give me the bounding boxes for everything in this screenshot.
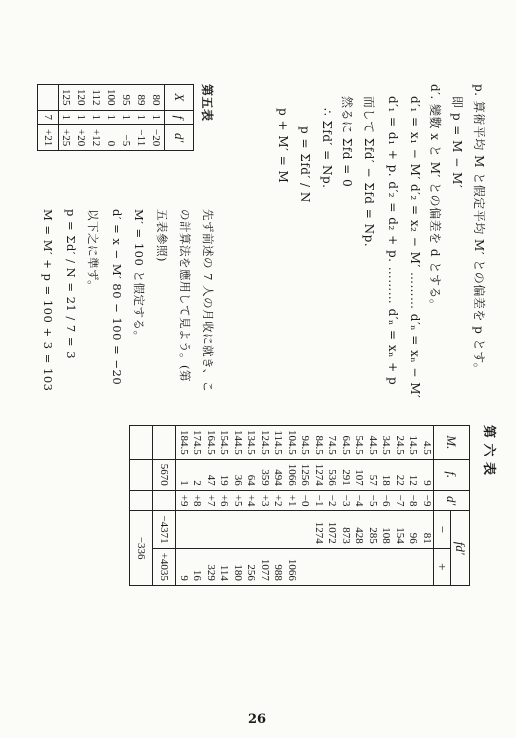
text-line: の計算法を應用して見よう。(第 (178, 209, 192, 382)
table-row (325, 426, 339, 586)
table-row (104, 85, 119, 151)
table-cell: 1 (134, 110, 149, 125)
table-row (285, 426, 299, 586)
table6-net-row (130, 426, 153, 586)
table-cell: 285 (366, 511, 380, 548)
text-line: M′ = 100 と假定する。 (132, 209, 146, 343)
table-cell: 1 (149, 110, 165, 125)
table-cell (393, 548, 407, 585)
table5-title: 第五表 (200, 84, 214, 122)
table-cell (325, 548, 339, 585)
blank-cell (153, 490, 176, 511)
table-row (312, 426, 326, 586)
table6-title: 第 六 表 (481, 425, 496, 476)
table-6 (130, 425, 471, 586)
table-cell: +12 (90, 129, 103, 147)
table-cell: 428 (352, 511, 366, 548)
table-cell: 1066 (285, 459, 299, 490)
sum-positive-cell: +4035 (153, 548, 176, 585)
table-cell: 4.5 (420, 426, 434, 460)
t5-header: f (165, 110, 194, 125)
table-cell: 100 (104, 85, 119, 111)
table-row (406, 426, 420, 586)
table-cell: −11 (135, 129, 148, 147)
table-cell: 89 (134, 85, 149, 111)
table-cell (285, 511, 299, 548)
table-cell: 873 (339, 511, 353, 548)
table-row (119, 85, 134, 151)
table-cell: 988 (271, 548, 285, 585)
table-cell (271, 511, 285, 548)
table-cell: 95 (119, 85, 134, 111)
table-cell: 9 (176, 548, 190, 585)
table-row (339, 426, 353, 586)
table-cell: 0 (105, 140, 118, 147)
table-cell: 18 (379, 459, 393, 490)
table-row (366, 426, 380, 586)
table-cell: 44.5 (366, 426, 380, 460)
table-cell: 154.5 (217, 426, 231, 460)
table-cell: 112 (89, 85, 104, 111)
blank-cell (130, 459, 153, 490)
table-row (244, 426, 258, 586)
table-cell: 19 (217, 459, 231, 490)
table5-header-row (165, 85, 194, 151)
text-line: p = Σd′ / N = 21 / 7 = 3 (64, 209, 78, 360)
table-row (379, 426, 393, 586)
table-cell: 84.5 (312, 426, 326, 460)
table-row (176, 426, 190, 586)
table-row (204, 426, 218, 586)
table-cell: 54.5 (352, 426, 366, 460)
table-cell (258, 511, 272, 548)
text-line: ∴ Σfd′ = Np. (320, 108, 334, 189)
text-line: d′₁ = x₁ − M′ d′₂ = x₂ − M′ ……… d′ₙ = xₙ − M′ (408, 96, 422, 399)
table-row (258, 426, 272, 586)
table-cell: 74.5 (325, 426, 339, 460)
table-cell: 96 (406, 511, 420, 548)
table-cell: 47 (204, 459, 218, 490)
table-cell: 1 (104, 110, 119, 125)
text-line: d′₁ = d₁ + p. d′₂ = d₂ + p. ……… d′ₙ = xₙ + p (386, 96, 400, 386)
table-cell (379, 548, 393, 585)
table-cell: 9 (420, 459, 434, 490)
table-cell: 494 (271, 459, 285, 490)
text-line: p + M′ = M (276, 108, 290, 184)
sum-negative-cell: −4371 (153, 511, 176, 548)
net-sum-cell: −336 (130, 511, 153, 585)
table-cell: 164.5 (204, 426, 218, 460)
table-cell: 1274 (312, 511, 326, 548)
table-cell: 114 (217, 548, 231, 585)
table-cell: +4 (244, 490, 258, 511)
table-cell: 1066 (285, 548, 299, 585)
table-cell: 64.5 (339, 426, 353, 460)
total-cell: +21 (38, 125, 59, 151)
table-cell: 34.5 (379, 426, 393, 460)
blank-cell (130, 490, 153, 511)
text-line: M = M′ + p = 100 + 3 = 103 (41, 209, 55, 392)
table-cell: 120 (74, 85, 89, 111)
table-cell: −8 (406, 490, 420, 511)
table-cell: 80 (149, 85, 165, 111)
table-cell: 536 (325, 459, 339, 490)
page-number: 26 (248, 712, 267, 727)
table-cell: −4 (352, 490, 366, 511)
table-cell: 1 (119, 110, 134, 125)
table-cell: 125 (59, 85, 75, 111)
table-cell (176, 511, 190, 548)
text-line: 而して Σfd′ − Σfd = Np. (362, 96, 376, 248)
lower-section (30, 425, 496, 685)
table-cell: +6 (217, 490, 231, 511)
table-cell (339, 548, 353, 585)
table-cell: 256 (244, 548, 258, 585)
table-row (59, 85, 75, 151)
table-cell: −9 (420, 490, 434, 511)
table-cell: 154 (393, 511, 407, 548)
table-cell: −6 (379, 490, 393, 511)
text-line: 五表參照) (155, 209, 169, 262)
table-cell: 1 (59, 110, 75, 125)
total-f-cell: 5670 (153, 459, 176, 490)
table-cell: 134.5 (244, 426, 258, 460)
text-line: 然るに Σfd = 0 (340, 96, 354, 188)
table-cell: −1 (312, 490, 326, 511)
table-cell: 24.5 (393, 426, 407, 460)
text-line: 先ず前述の 7 人の月收に就き、こ (201, 209, 215, 393)
table-cell: 174.5 (190, 426, 204, 460)
table-cell: 114.5 (271, 426, 285, 460)
table-cell (298, 511, 312, 548)
table-cell: 1274 (312, 459, 326, 490)
table-cell: 104.5 (285, 426, 299, 460)
table-cell: 1077 (258, 548, 272, 585)
table-row (217, 426, 231, 586)
table-cell: 2 (190, 459, 204, 490)
table-cell: +3 (258, 490, 272, 511)
table-cell: +7 (204, 490, 218, 511)
table-cell: −0 (298, 490, 312, 511)
table-cell: +25 (60, 129, 73, 147)
table-row (352, 426, 366, 586)
t6-header-f: f. (434, 459, 470, 490)
table-row (74, 85, 89, 151)
table-row (298, 426, 312, 586)
table-cell: 124.5 (258, 426, 272, 460)
table-row (134, 85, 149, 151)
table-cell: +1 (285, 490, 299, 511)
table-cell: +5 (231, 490, 245, 511)
table-cell: −5 (366, 490, 380, 511)
upper-section (18, 84, 488, 429)
table-row (393, 426, 407, 586)
total-cell (38, 85, 59, 111)
table-cell: 144.5 (231, 426, 245, 460)
text-line: 以下之に準ず。 (86, 209, 100, 293)
table-row (149, 85, 165, 151)
table-cell: 108 (379, 511, 393, 548)
table-cell (406, 548, 420, 585)
table-cell: 14.5 (406, 426, 420, 460)
table-cell (190, 511, 204, 548)
t5-header: X (165, 85, 194, 111)
table-cell: 1 (176, 459, 190, 490)
table-cell: 1 (74, 110, 89, 125)
table-cell: 1256 (298, 459, 312, 490)
table-cell: −5 (120, 134, 133, 147)
table-cell: +20 (75, 129, 88, 147)
table-cell: 64 (244, 459, 258, 490)
t5-header: d′ (165, 125, 194, 151)
table-cell: 22 (393, 459, 407, 490)
table-row (420, 426, 434, 586)
blank-cell (130, 426, 153, 460)
table-cell: 184.5 (176, 426, 190, 460)
table-cell: 1 (89, 110, 104, 125)
table-cell: 1072 (325, 511, 339, 548)
text-line: p. 算術平均 M と假定平均 M′ との偏差を p とす。 (472, 84, 486, 376)
table-cell (312, 548, 326, 585)
table-5 (37, 84, 194, 151)
t6-header-m: M. (434, 426, 470, 460)
table-cell: 16 (190, 548, 204, 585)
t6-header-fd: fd′ (451, 511, 470, 585)
t6-sub-neg: − (434, 511, 451, 548)
table-cell (217, 511, 231, 548)
table-cell: +2 (271, 490, 285, 511)
table-cell (352, 548, 366, 585)
text-line: d′. 變數 x と M′ との偏差を d とする。 (428, 84, 442, 312)
table-cell: 359 (258, 459, 272, 490)
table-row (190, 426, 204, 586)
text-line: 即 p = M − M′ (450, 96, 464, 189)
table-cell: −20 (150, 129, 163, 147)
table-cell (298, 548, 312, 585)
table-cell: 329 (204, 548, 218, 585)
table-cell (366, 548, 380, 585)
table-cell: −3 (339, 490, 353, 511)
table-cell: +9 (176, 490, 190, 511)
table-row (271, 426, 285, 586)
text-line: p = Σfd′ / N (298, 126, 312, 203)
table-row (231, 426, 245, 586)
table5-total-row (38, 85, 59, 151)
table-row (89, 85, 104, 151)
table-cell: 94.5 (298, 426, 312, 460)
table6-total-row (153, 426, 176, 586)
table-cell (244, 511, 258, 548)
table-cell: +8 (190, 490, 204, 511)
table-cell: 57 (366, 459, 380, 490)
table-cell: −2 (325, 490, 339, 511)
text-line: d′ = x − M′ 80 − 100 = −20 (110, 209, 124, 386)
table-cell: 180 (231, 548, 245, 585)
table-cell: 107 (352, 459, 366, 490)
table-cell (231, 511, 245, 548)
blank-cell (153, 426, 176, 460)
t6-header-d: d′ (434, 490, 470, 511)
table-cell: −7 (393, 490, 407, 511)
table-cell (204, 511, 218, 548)
table-cell: 81 (420, 511, 434, 548)
table-cell: 291 (339, 459, 353, 490)
total-cell: 7 (38, 110, 59, 125)
table-cell (420, 548, 434, 585)
table-cell: 12 (406, 459, 420, 490)
t6-sub-pos: + (434, 548, 451, 585)
table-cell: 36 (231, 459, 245, 490)
